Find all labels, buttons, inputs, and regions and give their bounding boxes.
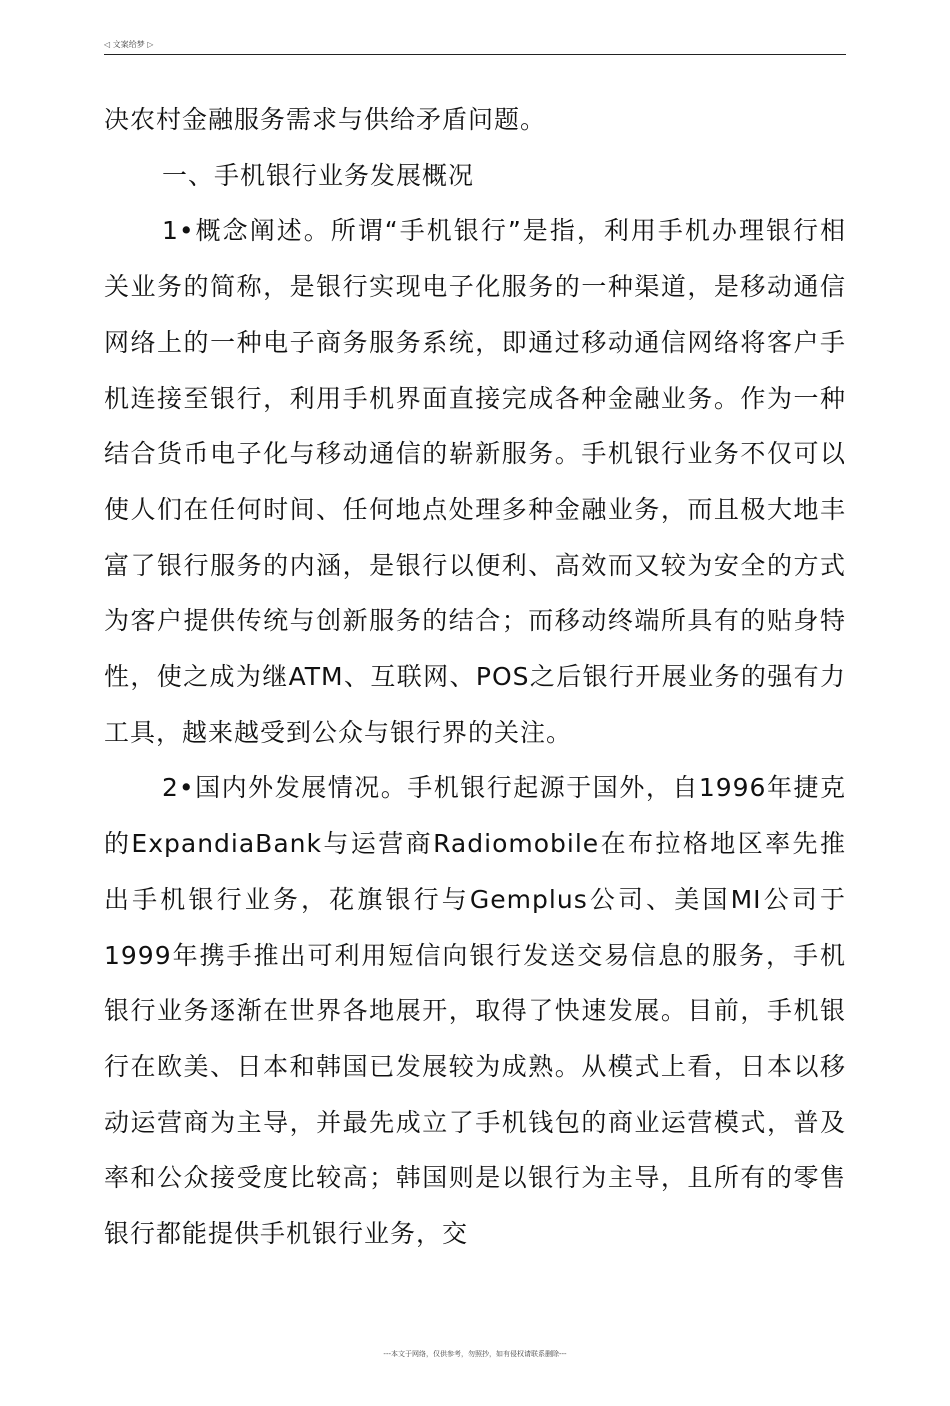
paragraph-concept: 1•概念阐述。所谓“手机银行”是指，利用手机办理银行相关业务的简称，是银行实现电子化服务的一种渠道，是移动通信网络上的一种电子商务服务系统，即通过移动通信网络将客户手机连接至银行，利用手机界面直接完成各种金融业务。作为一种结合货币电子化与移动通信的崭新服务。手机银行业务不仅可以使人们在任何时间、任何地点处理多种金融业务，而且极大地丰富了银行服务的内涵，是银行以便利、高效而又较为安全的方式为客户提供传统与创新服务的结合；而移动终端所具有的贴身特性，使之成为继ATM、互联网、POS之后银行开展业务的强有力工具，越来越受到公众与银行界的关注。 — [104, 216, 846, 747]
page-footer: ---本文于网络，仅供参考，勿照抄，如有侵权请联系删除--- — [383, 1350, 567, 1358]
header-title: 文案给梦 — [112, 40, 145, 49]
section-heading: 一、手机银行业务发展概况 — [162, 160, 475, 190]
paragraph-continued: 决农村金融服务需求与供给矛盾问题。 — [104, 105, 547, 134]
paragraph-development: 2•国内外发展情况。手机银行起源于国外，自1996年捷克的ExpandiaBank与运营商Radiomobile在布拉格地区率先推出手机银行业务，花旗银行与Gemplus公司、美国MI公司于1999年携手推出可利用短信向银行发送交易信息的服务，手机银行业务逐渐在世界各地展开，取得了快速发展。目前，手机银行在欧美、日本和韩国已发展较为成熟。从模式上看，日本以移动运营商为主导，并最先成立了手机钱包的商业运营模式，普及率和公众接受度比较高；韩国则是以银行为主导，且所有的零售银行都能提供手机银行业务，交 — [104, 773, 846, 1249]
left-triangle-icon: ◁ — [104, 40, 111, 49]
page-header — [104, 36, 846, 55]
document-body — [104, 92, 846, 1262]
right-triangle-icon: ▷ — [147, 40, 154, 49]
